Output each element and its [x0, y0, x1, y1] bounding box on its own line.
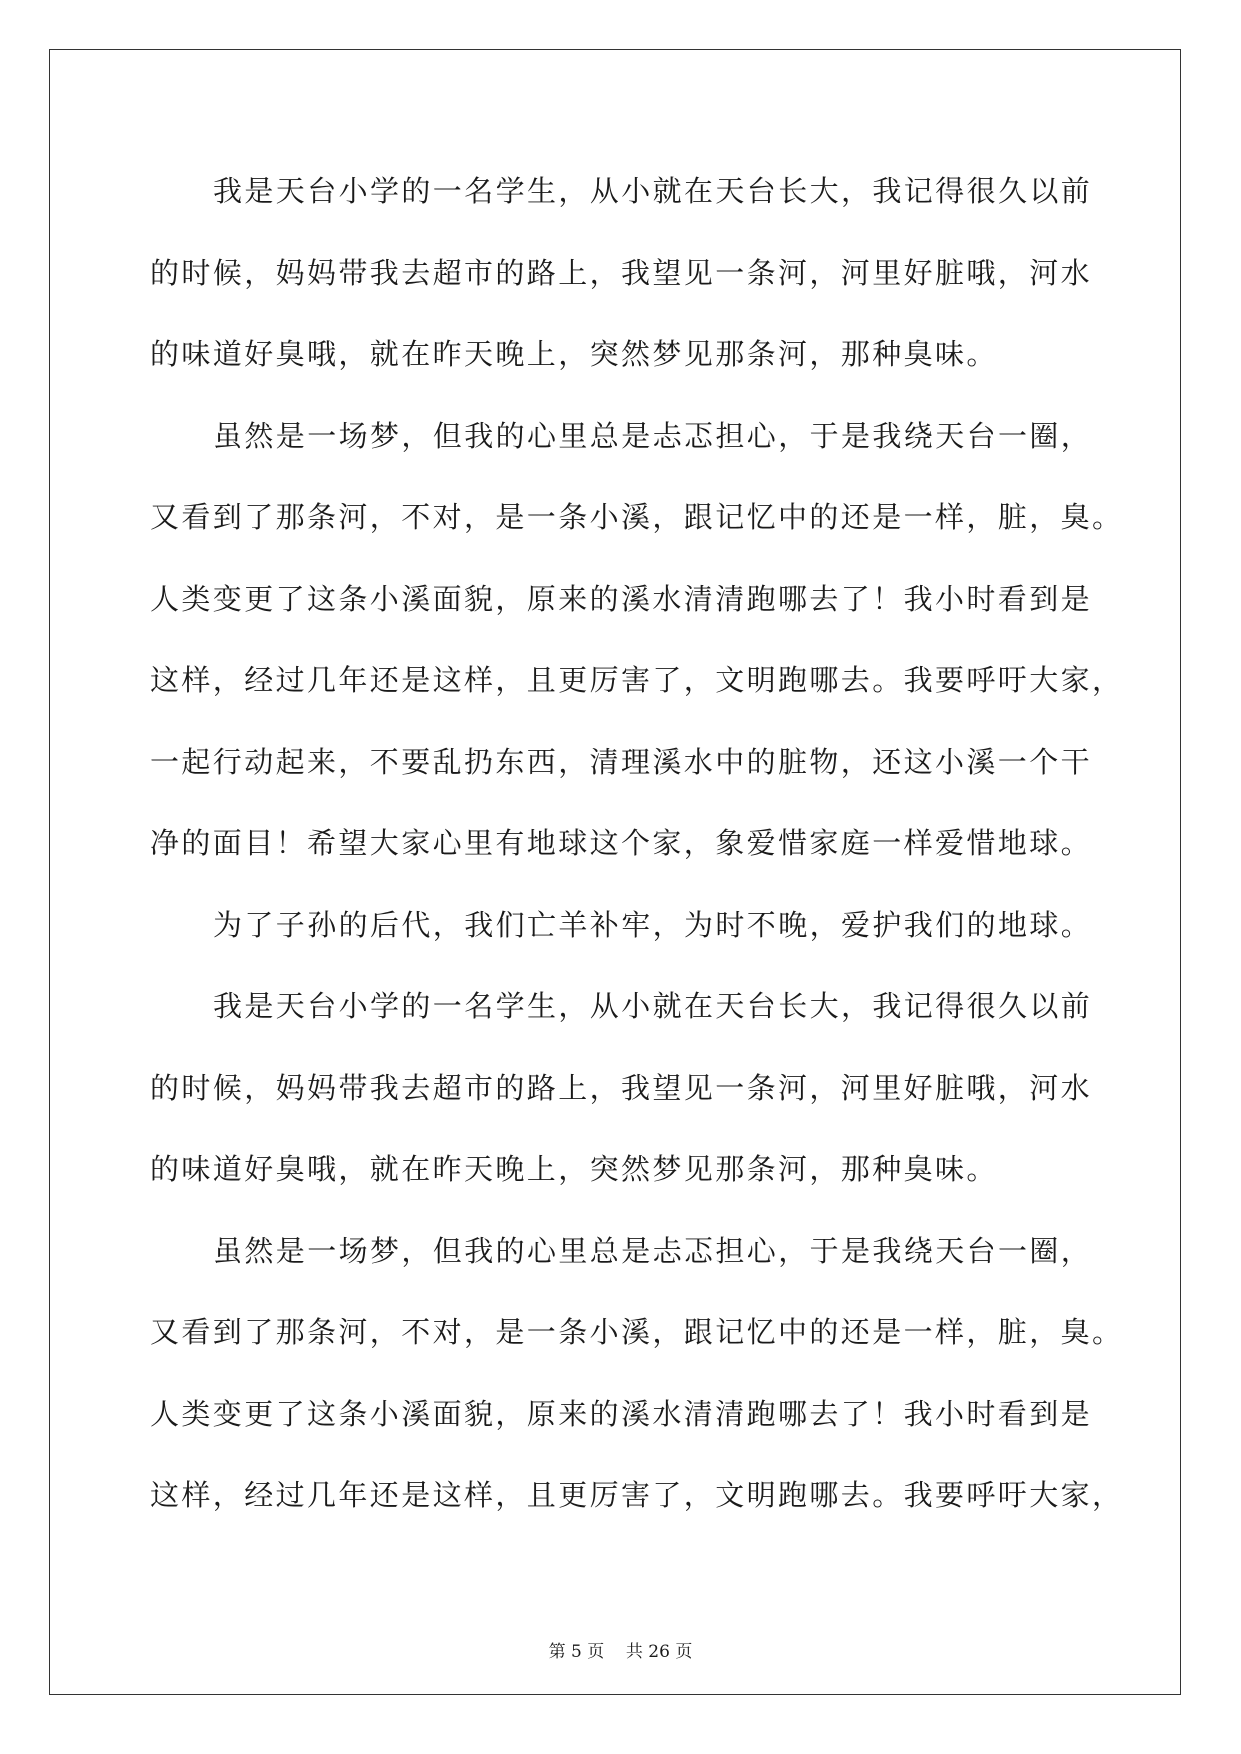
text-line: 人类变更了这条小溪面貌，原来的溪水清清跑哪去了！我小时看到是 — [150, 1396, 1093, 1431]
text-line: 的时候，妈妈带我去超市的路上，我望见一条河，河里好脏哦，河水 — [150, 255, 1093, 290]
text-line: 虽然是一场梦，但我的心里总是忐忑担心，于是我绕天台一圈， — [213, 418, 1093, 453]
text-line: 的味道好臭哦，就在昨天晚上，突然梦见那条河，那种臭味。 — [150, 337, 998, 371]
text-line: 这样，经过几年还是这样，且更厉害了，文明跑哪去。我要呼吁大家， — [150, 1478, 1124, 1512]
text-line: 人类变更了这条小溪面貌，原来的溪水清清跑哪去了！我小时看到是 — [150, 581, 1093, 616]
text-line: 我是天台小学的一名学生，从小就在天台长大，我记得很久以前 — [213, 989, 1093, 1023]
document-body — [150, 165, 1124, 1551]
text-line: 为了子孙的后代，我们亡羊补牢，为时不晚，爱护我们的地球。 — [213, 907, 1093, 942]
text-line: 又看到了那条河，不对，是一条小溪，跟记忆中的还是一样，脏，臭。 — [150, 1315, 1124, 1349]
text-line: 的时候，妈妈带我去超市的路上，我望见一条河，河里好脏哦，河水 — [150, 1070, 1093, 1105]
text-line: 虽然是一场梦，但我的心里总是忐忑担心，于是我绕天台一圈， — [213, 1233, 1093, 1268]
text-line: 这样，经过几年还是这样，且更厉害了，文明跑哪去。我要呼吁大家， — [150, 663, 1124, 697]
page-number-footer: 第 5 页 共 26 页 — [548, 1642, 693, 1662]
text-line: 净的面目！希望大家心里有地球这个家，象爱惜家庭一样爱惜地球。 — [150, 826, 1093, 860]
text-line: 的味道好臭哦，就在昨天晚上，突然梦见那条河，那种臭味。 — [150, 1152, 998, 1186]
text-line: 又看到了那条河，不对，是一条小溪，跟记忆中的还是一样，脏，臭。 — [150, 500, 1124, 534]
text-line: 一起行动起来，不要乱扔东西，清理溪水中的脏物，还这小溪一个干 — [150, 744, 1093, 779]
text-line: 我是天台小学的一名学生，从小就在天台长大，我记得很久以前 — [213, 174, 1093, 208]
